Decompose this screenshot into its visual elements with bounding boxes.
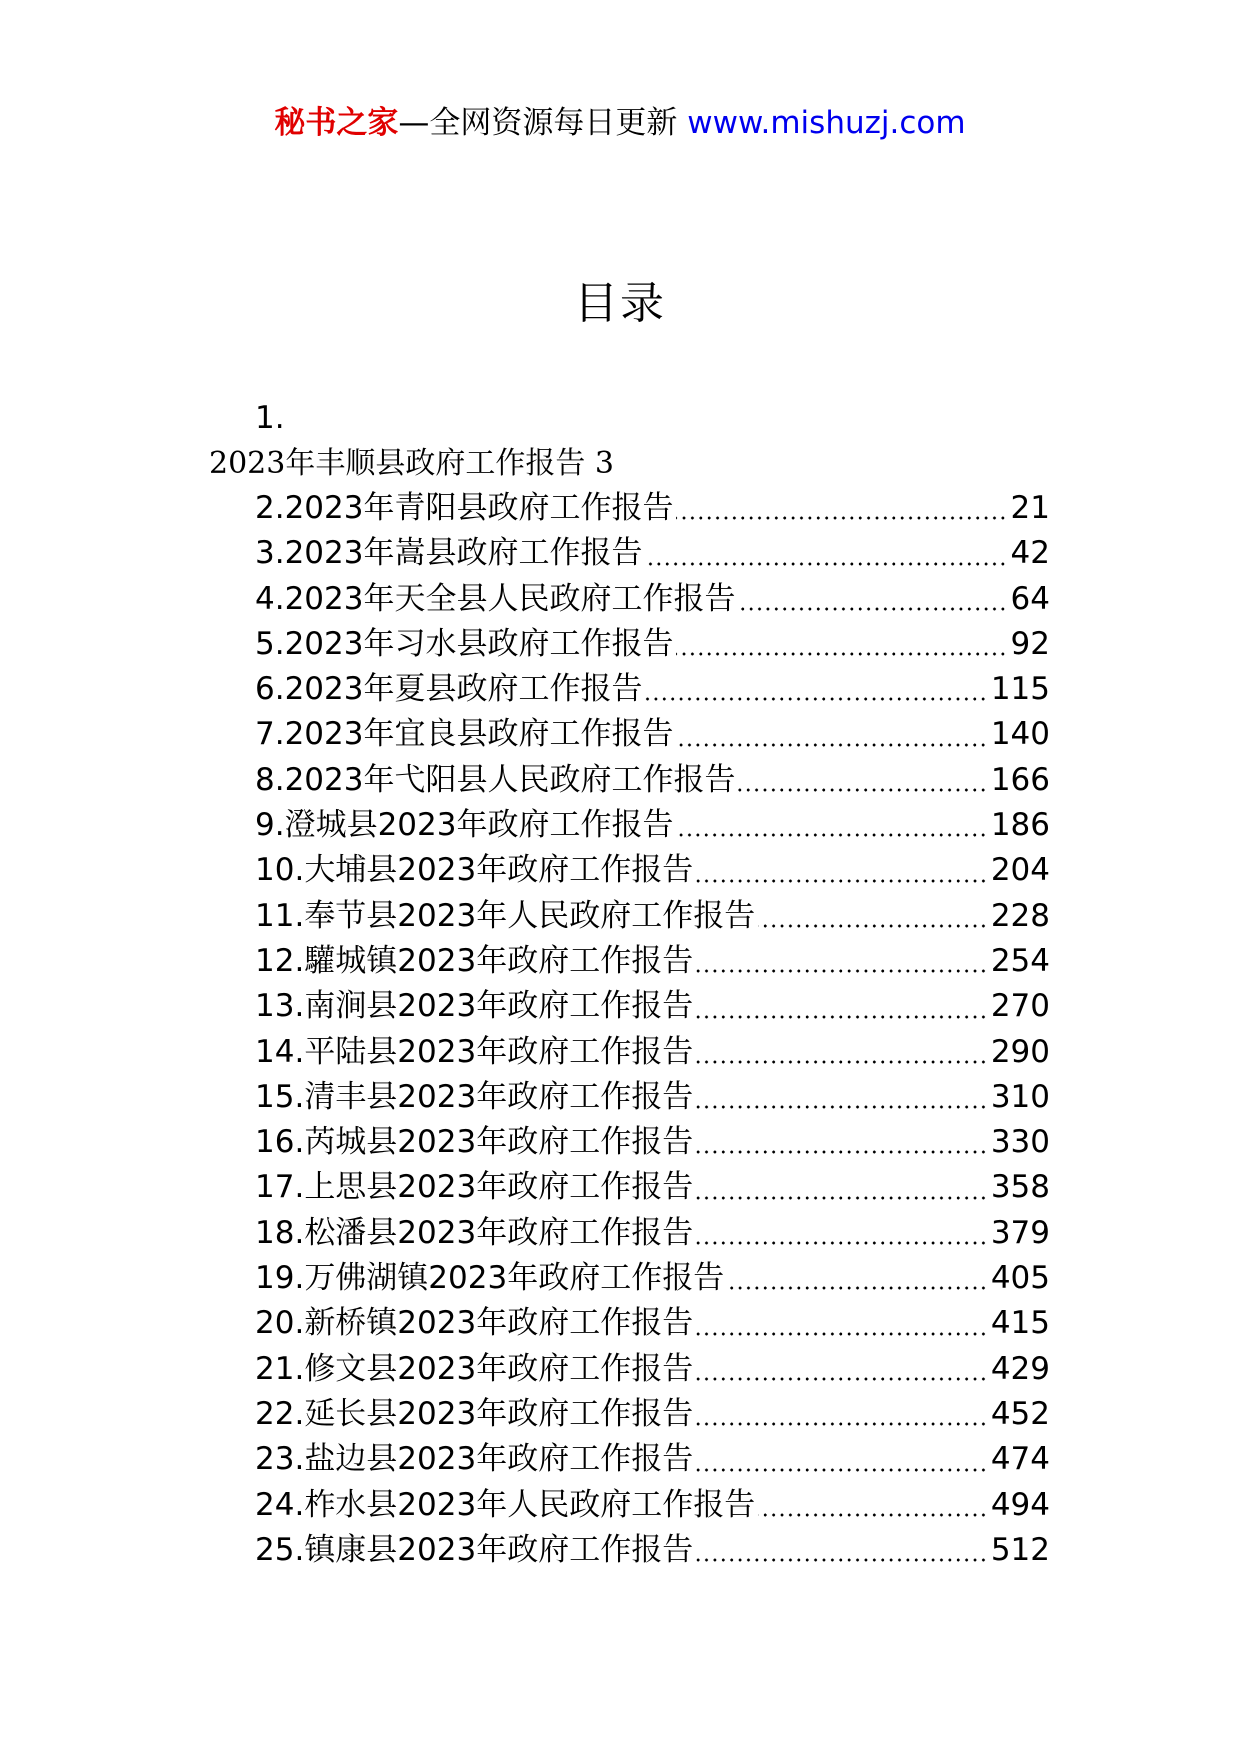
dot-leader [696,984,988,1029]
toc-entry-title: 2023年丰顺县政府工作报告 [209,446,586,481]
dot-leader [758,1483,988,1528]
header-tagline: —全网资源每日更新 [398,105,678,141]
toc-entry-page: 21 [1010,490,1050,526]
dot-leader [696,939,988,984]
toc-entry-title: 2023年弋阳县人民政府工作报告 [284,761,736,798]
toc-entry-title: 芮城县2023年政府工作报告 [304,1124,694,1161]
toc-entry-page: 204 [990,852,1050,889]
toc-entry-page: 64 [1010,580,1050,617]
toc-entry[interactable] [255,803,1050,848]
toc-entry-page: 42 [1010,535,1050,572]
toc-entry-number: 21. [255,1350,305,1387]
header-url-link[interactable]: www.mishuzj.com [687,105,966,141]
toc-entry[interactable] [255,1437,1050,1482]
toc-entry-number: 8. [255,761,285,798]
toc-entry-title: 2023年习水县政府工作报告 [284,625,674,662]
toc-entry-page: 379 [990,1214,1050,1251]
toc-entry[interactable] [255,848,1050,893]
dot-leader [645,531,1007,576]
toc-entry-number: 4. [255,580,285,617]
toc-entry-title: 上思县2023年政府工作报告 [304,1169,694,1206]
dot-leader [676,486,1007,531]
toc-entry-title: 清丰县2023年政府工作报告 [304,1078,694,1115]
toc-entry[interactable] [255,939,1050,984]
dot-leader [696,1075,988,1120]
toc-entry-number: 16. [255,1124,305,1161]
toc-entry-title: 新桥镇2023年政府工作报告 [304,1305,694,1342]
toc-entry-title: 2023年青阳县政府工作报告 [284,490,674,526]
toc-entry-page: 474 [990,1441,1050,1478]
toc-entry-title: 驩城镇2023年政府工作报告 [304,942,694,979]
toc-entry[interactable] [255,577,1050,622]
dot-leader [676,622,1007,667]
toc-entry-number: 14. [255,1033,305,1070]
toc-entry-page: 115 [990,671,1050,708]
dot-leader [696,1120,988,1165]
page-header [0,100,1240,146]
dot-leader [696,1301,988,1346]
toc-entry-title: 松潘县2023年政府工作报告 [304,1214,694,1251]
toc-entry-page: 254 [990,942,1050,979]
toc-entry[interactable] [255,531,1050,576]
toc-entry[interactable] [255,622,1050,667]
toc-entry-title: 大埔县2023年政府工作报告 [304,852,694,889]
toc-entry-title: 镇康县2023年政府工作报告 [304,1531,694,1568]
dot-leader [696,1030,988,1075]
dot-leader [696,1392,988,1437]
toc-entry-page: 429 [990,1350,1050,1387]
toc-entry-title: 奉节县2023年人民政府工作报告 [304,897,756,934]
toc-entry-title: 2023年天全县人民政府工作报告 [284,580,736,617]
toc-entry[interactable] [255,1347,1050,1392]
toc-entry-title: 南涧县2023年政府工作报告 [304,988,694,1025]
toc-first-number: 1. [255,400,285,436]
toc-entry-number: 12. [255,942,305,979]
dot-leader [696,848,988,893]
dot-leader [676,803,987,848]
toc-entry-number: 3. [255,535,285,572]
toc-entry-title: 澄城县2023年政府工作报告 [284,807,674,844]
toc-entry[interactable] [255,984,1050,1029]
toc-entry-number: 20. [255,1305,305,1342]
toc-entry-page: 405 [990,1260,1050,1297]
dot-leader [738,577,1007,622]
toc-entry[interactable] [255,486,1050,531]
toc-entry[interactable] [255,667,1050,712]
dot-leader [696,1347,988,1392]
toc-entry-number: 24. [255,1486,305,1523]
toc-entry-page: 228 [990,897,1050,934]
toc-entry-number: 13. [255,988,305,1025]
toc-entry-page: 494 [990,1486,1050,1523]
toc-entry[interactable] [255,1256,1050,1301]
toc-entry-page: 270 [990,988,1050,1025]
toc-entry-title: 2023年夏县政府工作报告 [284,671,643,708]
toc-entry[interactable] [255,1528,1050,1573]
toc-entry-number: 17. [255,1169,305,1206]
toc-entry-title: 平陆县2023年政府工作报告 [304,1033,694,1070]
toc-entry[interactable] [255,1030,1050,1075]
toc-entry[interactable] [255,712,1050,757]
toc-entry[interactable] [255,894,1050,939]
toc-entry-number: 19. [255,1260,305,1297]
dot-leader [696,1211,988,1256]
toc-entry-number: 25. [255,1531,305,1568]
toc-entry-title: 盐边县2023年政府工作报告 [304,1441,694,1478]
toc-entry-number: 5. [255,625,285,662]
toc-entry-number: 7. [255,716,285,753]
toc-entry-page: 415 [990,1305,1050,1342]
toc-entry-number: 9. [255,807,285,844]
toc-entry-page: 166 [990,761,1050,798]
toc-entry-number: 23. [255,1441,305,1478]
toc-entry[interactable] [255,1120,1050,1165]
toc-entry-page: 92 [1010,625,1050,662]
toc-entry-number: 10. [255,852,305,889]
toc-entry[interactable] [255,1483,1050,1528]
page-title: 目录 [574,278,666,329]
toc-first-entry[interactable] [209,441,614,486]
toc-entry-number: 22. [255,1395,305,1432]
toc-entry-number: 6. [255,671,285,708]
toc-entry-title: 延长县2023年政府工作报告 [304,1395,694,1432]
toc-entry-number: 15. [255,1078,305,1115]
toc-entry-number: 18. [255,1214,305,1251]
toc-entry-page: 3 [594,446,614,481]
dot-leader [758,894,988,939]
toc-entry[interactable] [255,1211,1050,1256]
toc-entry-page: 452 [990,1395,1050,1432]
toc-entry-page: 310 [990,1078,1050,1115]
toc-entry-title: 修文县2023年政府工作报告 [304,1350,694,1387]
toc-entry-page: 330 [990,1124,1050,1161]
toc-entry-number: 11. [255,897,305,934]
toc-entry-page: 512 [990,1531,1050,1568]
dot-leader [727,1256,988,1301]
toc-entry-page: 186 [990,807,1050,844]
brand-name: 秘书之家 [274,105,399,141]
toc-entry-page: 358 [990,1169,1050,1206]
dot-leader [645,667,987,712]
toc-entry-page: 140 [990,716,1050,753]
dot-leader [696,1528,988,1573]
toc-entry[interactable] [255,1301,1050,1346]
toc-entry-title: 2023年宜良县政府工作报告 [284,716,674,753]
dot-leader [696,1437,988,1482]
toc-entry[interactable] [255,1075,1050,1120]
toc-entry[interactable] [255,1165,1050,1210]
table-of-contents [255,486,1050,1573]
toc-entry-number: 2. [255,490,285,526]
dot-leader [696,1165,988,1210]
toc-entry-page: 290 [990,1033,1050,1070]
toc-entry[interactable] [255,758,1050,803]
toc-entry-title: 柞水县2023年人民政府工作报告 [304,1486,756,1523]
toc-entry[interactable] [255,1392,1050,1437]
dot-leader [676,712,987,757]
toc-entry-title: 2023年嵩县政府工作报告 [284,535,643,572]
dot-leader [738,758,987,803]
toc-entry-title: 万佛湖镇2023年政府工作报告 [304,1260,725,1297]
